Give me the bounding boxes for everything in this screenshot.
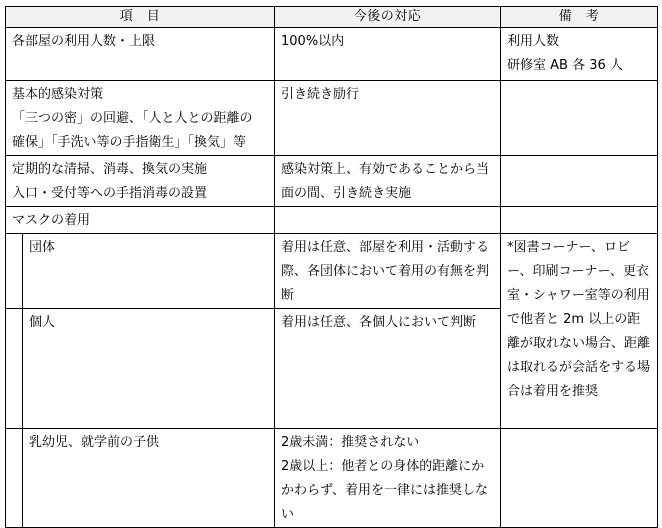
indent-cell [6,234,23,309]
table-row [6,28,658,81]
item-cell [23,234,275,309]
item-text: 入口・受付等への手指消毒の設置 [12,186,208,201]
response-cell [275,81,501,156]
response-text: 100%以内 [281,34,345,49]
indent-cell [6,429,23,528]
item-cell [6,207,275,234]
response-text: 2歳未満：推奨されない [281,435,420,450]
response-cell [275,28,501,81]
item-text: マスクの着用 [12,213,91,228]
remarks-text: 研修室 AB 各 36 人 [507,58,623,73]
item-cell [23,309,275,429]
item-text: 「三つの密」の回避、「人と人との距離の [12,111,253,126]
item-text: 確保」「手洗い等の手指衛生」「換気」等 [12,135,247,150]
item-text: 個人 [29,315,56,330]
table-row [6,429,658,528]
remarks-text: *図書コーナー、ロビー、印刷コーナー、更衣室・シャワー室等の利用で他者と 2m 以上の距離が取れない場合、距離は取れるが会話をする場合は着用を推奨 [507,240,651,399]
item-text: 各部屋の利用人数・上限 [12,34,156,49]
table-row [6,234,658,309]
response-cell [275,429,501,528]
response-cell [275,234,501,309]
item-cell [6,156,275,207]
response-cell [275,156,501,207]
item-text: 定期的な清掃、消毒、換気の実施 [12,162,208,177]
response-cell [275,207,501,234]
item-cell [6,81,275,156]
item-text: 基本的感染対策 [12,87,104,102]
item-text: 乳幼児、就学前の子供 [29,435,160,450]
remarks-cell [501,156,658,207]
remarks-cell [501,207,658,234]
header-response: 今後の対応 [275,7,501,28]
remarks-cell [501,429,658,528]
table-row [6,156,658,207]
response-cell [275,309,501,429]
indent-cell [6,309,23,429]
item-cell [23,429,275,528]
remarks-cell [501,28,658,81]
item-text: 団体 [29,240,56,255]
remarks-cell [501,234,658,429]
response-text: 感染対策上、有効であることから当面の間、引き続き実施 [281,162,490,201]
response-text: 着用は任意、部屋を利用・活動する際、各団体において着用の有無を判断 [281,240,490,303]
table-header-row [6,7,658,28]
header-remarks: 備 考 [501,7,658,28]
covid-measures-table [5,6,658,528]
header-item: 項 目 [6,7,275,28]
table-row [6,207,658,234]
response-text: 引き続き励行 [281,87,360,102]
response-text: 着用は任意、各個人において判断 [281,315,477,330]
remarks-cell [501,81,658,156]
response-text: 2歳以上：他者との身体的距離にかかわらず、着用を一律には推奨しない [281,459,488,522]
item-cell [6,28,275,81]
table-row [6,81,658,156]
remarks-text: 利用人数 [507,34,560,49]
